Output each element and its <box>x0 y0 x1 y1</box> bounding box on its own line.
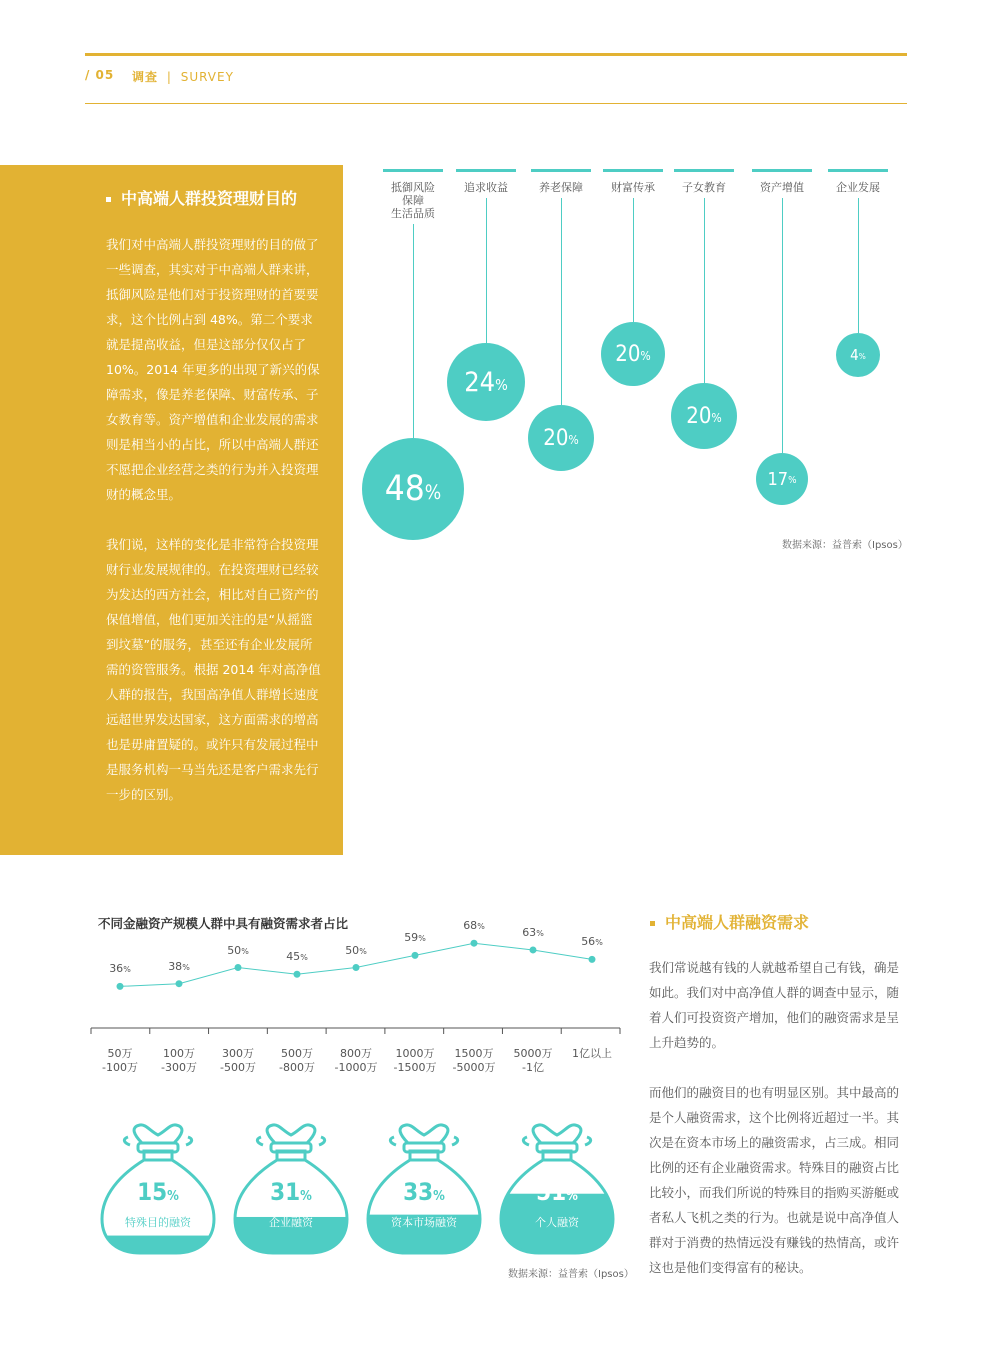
data-label: 38% <box>168 959 190 973</box>
bag-label: 企业融资 <box>269 1216 313 1229</box>
bubble-unit: % <box>788 475 797 487</box>
data-point <box>294 971 301 978</box>
bag-value: 15% <box>137 1178 179 1206</box>
bubble-value: 20 <box>543 425 569 451</box>
x-tick-label: 500万 -800万 <box>279 1047 315 1074</box>
data-point <box>412 952 419 959</box>
bag-label: 资本市场融资 <box>391 1216 457 1229</box>
page-number: / 05 <box>85 68 115 82</box>
purpose-paragraph-2: 我们说，这样的变化是非常符合投资理财行业发展规律的。在投资理财已经较为发达的西方社会，相比对自己资产的保值增值，他们更加关注的是“从摇篮到坟墓”的服务，甚至还有企业发展所需的资管服务。根据 2014 年对高净值人群的报告，我国高净值人群增长速度远超世界发达国家，这方面需求的增高也是毋庸置疑的。或许只有发展过程中是服务机构一马当先还是客户需求先行一步的区别。 <box>106 537 321 802</box>
category-label: 子女教育 <box>682 181 726 194</box>
financing-paragraph-1: 我们常说越有钱的人就越希望自己有钱，确是如此。我们对中高净值人群的调查中显示，随着人们可投资资产增加，他们的融资需求是呈上升趋势的。 <box>649 960 900 1050</box>
bubble-value: 20 <box>686 403 712 429</box>
bubble-unit: % <box>858 351 866 362</box>
category-label: 养老保障 <box>539 181 583 194</box>
bubble-unit: % <box>640 349 651 364</box>
bubble-value: 48 <box>384 469 425 509</box>
section-divider: | <box>166 70 172 84</box>
data-label: 50% <box>227 943 249 957</box>
data-point <box>530 946 537 953</box>
data-label: 59% <box>404 931 426 945</box>
data-label: 50% <box>345 943 367 957</box>
purpose-title: 中高端人群投资理财目的 <box>106 186 297 209</box>
purpose-source: 数据来源：益普索（Ipsos） <box>782 540 908 551</box>
x-tick-label: 1亿以上 <box>572 1047 612 1060</box>
data-label: 56% <box>581 935 603 949</box>
data-point <box>176 980 183 987</box>
financing-paragraph-2: 而他们的融资目的也有明显区别。其中最高的是个人融资需求，这个比例将近超过一半。其次是在资本市场上的融资需求，占三成。相同比例的还有企业融资需求。特殊目的融资占比比较小，而我们所说的特殊目的指购买游艇或者私人飞机之类的行为。也就是说中高净值人群对于消费的热情远没有赚钱的热情高，或许这也是他们变得富有的秘诀。 <box>649 1085 900 1275</box>
section-en: SURVEY <box>180 70 234 84</box>
data-point <box>353 964 360 971</box>
data-point <box>471 940 478 947</box>
data-label: 45% <box>286 950 308 964</box>
bubble-unit: % <box>711 411 722 426</box>
bag-value: 33% <box>403 1178 445 1206</box>
financing-chart-title: 不同金融资产规模人群中具有融资需求者占比 <box>98 916 349 931</box>
bag-label: 特殊目的融资 <box>125 1216 191 1229</box>
data-label: 63% <box>522 925 544 939</box>
category-label: 资产增值 <box>760 181 804 194</box>
data-point <box>117 983 124 990</box>
x-tick-label: 100万 -300万 <box>161 1047 197 1074</box>
bubble-value: 17 <box>767 468 789 490</box>
purpose-paragraph-1: 我们对中高端人群投资理财的目的做了一些调查，其实对于中高端人群来讲，抵御风险是他们对于投资理财的首要要求，这个比例占到 48%。第二个要求就是提高收益，但是这部分仅仅占了 10%。2014 年更多的出现了新兴的保障需求，像是养老保障、财富传承、子女教育等。资产增值和企业发展的需求则是相当小的占比，所以中高端人群还不愿把企业经营之类的行为并入投资理财的概念里。 <box>106 237 320 502</box>
x-tick-label: 1500万 -5000万 <box>452 1047 496 1074</box>
x-tick-label: 1000万 -1500万 <box>393 1047 437 1074</box>
x-tick-label: 50万 -100万 <box>102 1047 138 1074</box>
bag-value: 31% <box>270 1178 312 1206</box>
category-label: 财富传承 <box>611 181 655 194</box>
category-label: 抵御风险 保障 生活品质 <box>391 181 435 220</box>
data-label: 68% <box>463 919 485 933</box>
bubble-unit: % <box>568 433 579 448</box>
data-label: 36% <box>109 962 131 976</box>
x-tick-label: 800万 -1000万 <box>334 1047 378 1074</box>
x-tick-label: 300万 -500万 <box>220 1047 256 1074</box>
data-point <box>235 964 242 971</box>
bubble-value: 24 <box>464 366 496 398</box>
section-cn: 调查 <box>132 70 159 84</box>
data-point <box>589 956 596 963</box>
category-label: 企业发展 <box>836 181 880 194</box>
bags-source: 数据来源：益普索（Ipsos） <box>508 1269 634 1280</box>
bag-value: 51% <box>536 1178 578 1206</box>
bubble-value: 20 <box>615 341 641 367</box>
financing-title: 中高端人群融资需求 <box>650 910 809 933</box>
bubble-value: 4 <box>850 346 859 364</box>
bag-label: 个人融资 <box>535 1216 579 1229</box>
bubble-unit: % <box>424 480 442 504</box>
bullet-icon <box>650 921 655 926</box>
category-label: 追求收益 <box>464 181 508 194</box>
x-tick-label: 5000万 -1亿 <box>513 1047 553 1074</box>
bubble-unit: % <box>495 375 508 394</box>
